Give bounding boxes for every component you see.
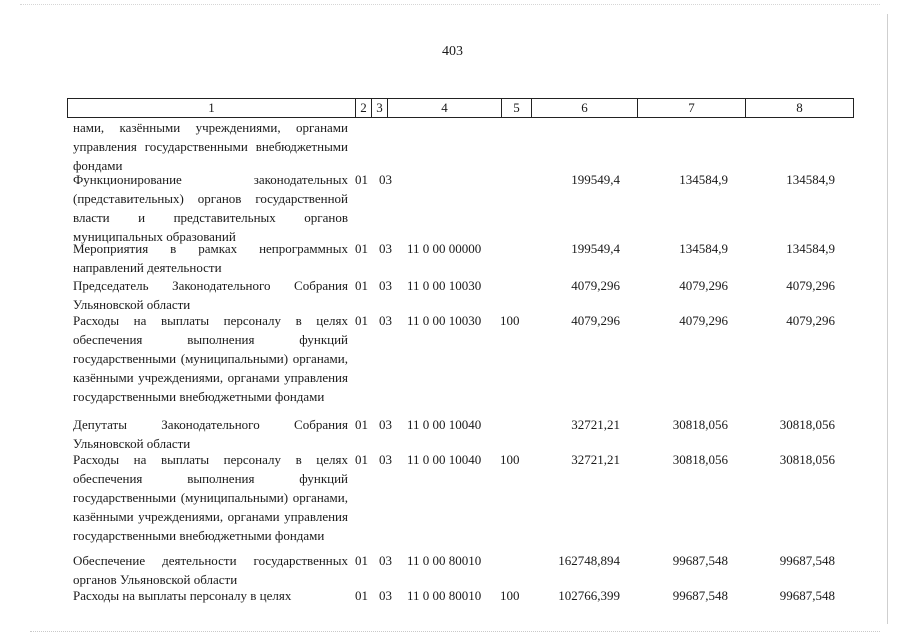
row-name: Функционирование законодательных (представительных) органов государственной власти и представительных органов муниципальных образований	[73, 172, 348, 244]
row-section: 01	[355, 241, 368, 256]
row-name: Расходы на выплаты персоналу в целях обеспечения выполнения функций государственными (муниципальными) органами, казёнными учреждениями, органами управления государственными внебюджетными фондами	[73, 313, 348, 404]
row-target-code: 11 0 00 10040	[407, 417, 482, 432]
row-subsection: 03	[379, 172, 392, 187]
row-amount-2: 134584,9	[679, 241, 728, 256]
row-expense-type: 100	[500, 588, 520, 603]
header-col-2: 2	[355, 98, 372, 118]
header-col-1: 1	[67, 98, 356, 118]
row-section: 01	[355, 313, 368, 328]
row-amount-2: 30818,056	[672, 417, 728, 432]
header-col-4: 4	[387, 98, 502, 118]
row-amount-1: 4079,296	[571, 313, 620, 328]
row-name: Расходы на выплаты персоналу в целях обеспечения выполнения функций государственными (муниципальными) органами, казёнными учреждениями, органами управления государственными внебюджетными фондами	[73, 452, 348, 543]
row-target-code: 11 0 00 80010	[407, 553, 482, 568]
row-amount-3: 30818,056	[779, 417, 835, 432]
row-name: Обеспечение деятельности государственных органов Ульяновской области	[73, 553, 348, 587]
row-amount-2: 99687,548	[672, 588, 728, 603]
header-col-3: 3	[371, 98, 388, 118]
row-amount-1: 102766,399	[558, 588, 620, 603]
header-col-7: 7	[637, 98, 746, 118]
header-col-8: 8	[745, 98, 854, 118]
row-name: Мероприятия в рамках непрограммных направлений деятельности	[73, 241, 348, 275]
page-number: 403	[442, 44, 463, 59]
row-amount-1: 162748,894	[558, 553, 620, 568]
row-amount-3: 99687,548	[779, 553, 835, 568]
row-amount-1: 4079,296	[571, 278, 620, 293]
row-expense-type: 100	[500, 313, 520, 328]
row-amount-3: 4079,296	[786, 313, 835, 328]
row-name: Председатель Законодательного Собрания Ульяновской области	[73, 278, 348, 312]
row-amount-3: 134584,9	[786, 241, 835, 256]
row-subsection: 03	[379, 553, 392, 568]
row-amount-2: 4079,296	[679, 278, 728, 293]
header-col-6: 6	[531, 98, 638, 118]
row-target-code: 11 0 00 10040	[407, 452, 482, 467]
row-section: 01	[355, 417, 368, 432]
row-amount-3: 99687,548	[779, 588, 835, 603]
row-section: 01	[355, 172, 368, 187]
row-amount-1: 32721,21	[571, 417, 620, 432]
scan-artifact-bottom	[30, 631, 880, 633]
row-subsection: 03	[379, 241, 392, 256]
row-target-code: 11 0 00 80010	[407, 588, 482, 603]
row-target-code: 11 0 00 10030	[407, 313, 482, 328]
row-name: нами, казёнными учреждениями, органами управления государственными внебюджетными фондами	[73, 120, 348, 173]
scan-artifact-top	[20, 4, 880, 6]
row-amount-3: 30818,056	[779, 452, 835, 467]
row-section: 01	[355, 588, 368, 603]
header-col-5: 5	[501, 98, 532, 118]
row-amount-3: 4079,296	[786, 278, 835, 293]
row-section: 01	[355, 278, 368, 293]
row-subsection: 03	[379, 313, 392, 328]
row-subsection: 03	[379, 452, 392, 467]
row-target-code: 11 0 00 00000	[407, 241, 482, 256]
page-edge	[887, 14, 888, 624]
row-subsection: 03	[379, 417, 392, 432]
row-subsection: 03	[379, 278, 392, 293]
row-section: 01	[355, 452, 368, 467]
table-header	[67, 98, 854, 118]
row-amount-2: 99687,548	[672, 553, 728, 568]
row-amount-1: 199549,4	[571, 241, 620, 256]
row-amount-1: 199549,4	[571, 172, 620, 187]
row-name: Расходы на выплаты персоналу в целях	[73, 588, 292, 603]
row-amount-2: 134584,9	[679, 172, 728, 187]
row-subsection: 03	[379, 588, 392, 603]
row-section: 01	[355, 553, 368, 568]
row-amount-2: 4079,296	[679, 313, 728, 328]
row-name: Депутаты Законодательного Собрания Ульяновской области	[73, 417, 348, 451]
row-target-code: 11 0 00 10030	[407, 278, 482, 293]
row-amount-1: 32721,21	[571, 452, 620, 467]
row-expense-type: 100	[500, 452, 520, 467]
row-amount-2: 30818,056	[672, 452, 728, 467]
row-amount-3: 134584,9	[786, 172, 835, 187]
